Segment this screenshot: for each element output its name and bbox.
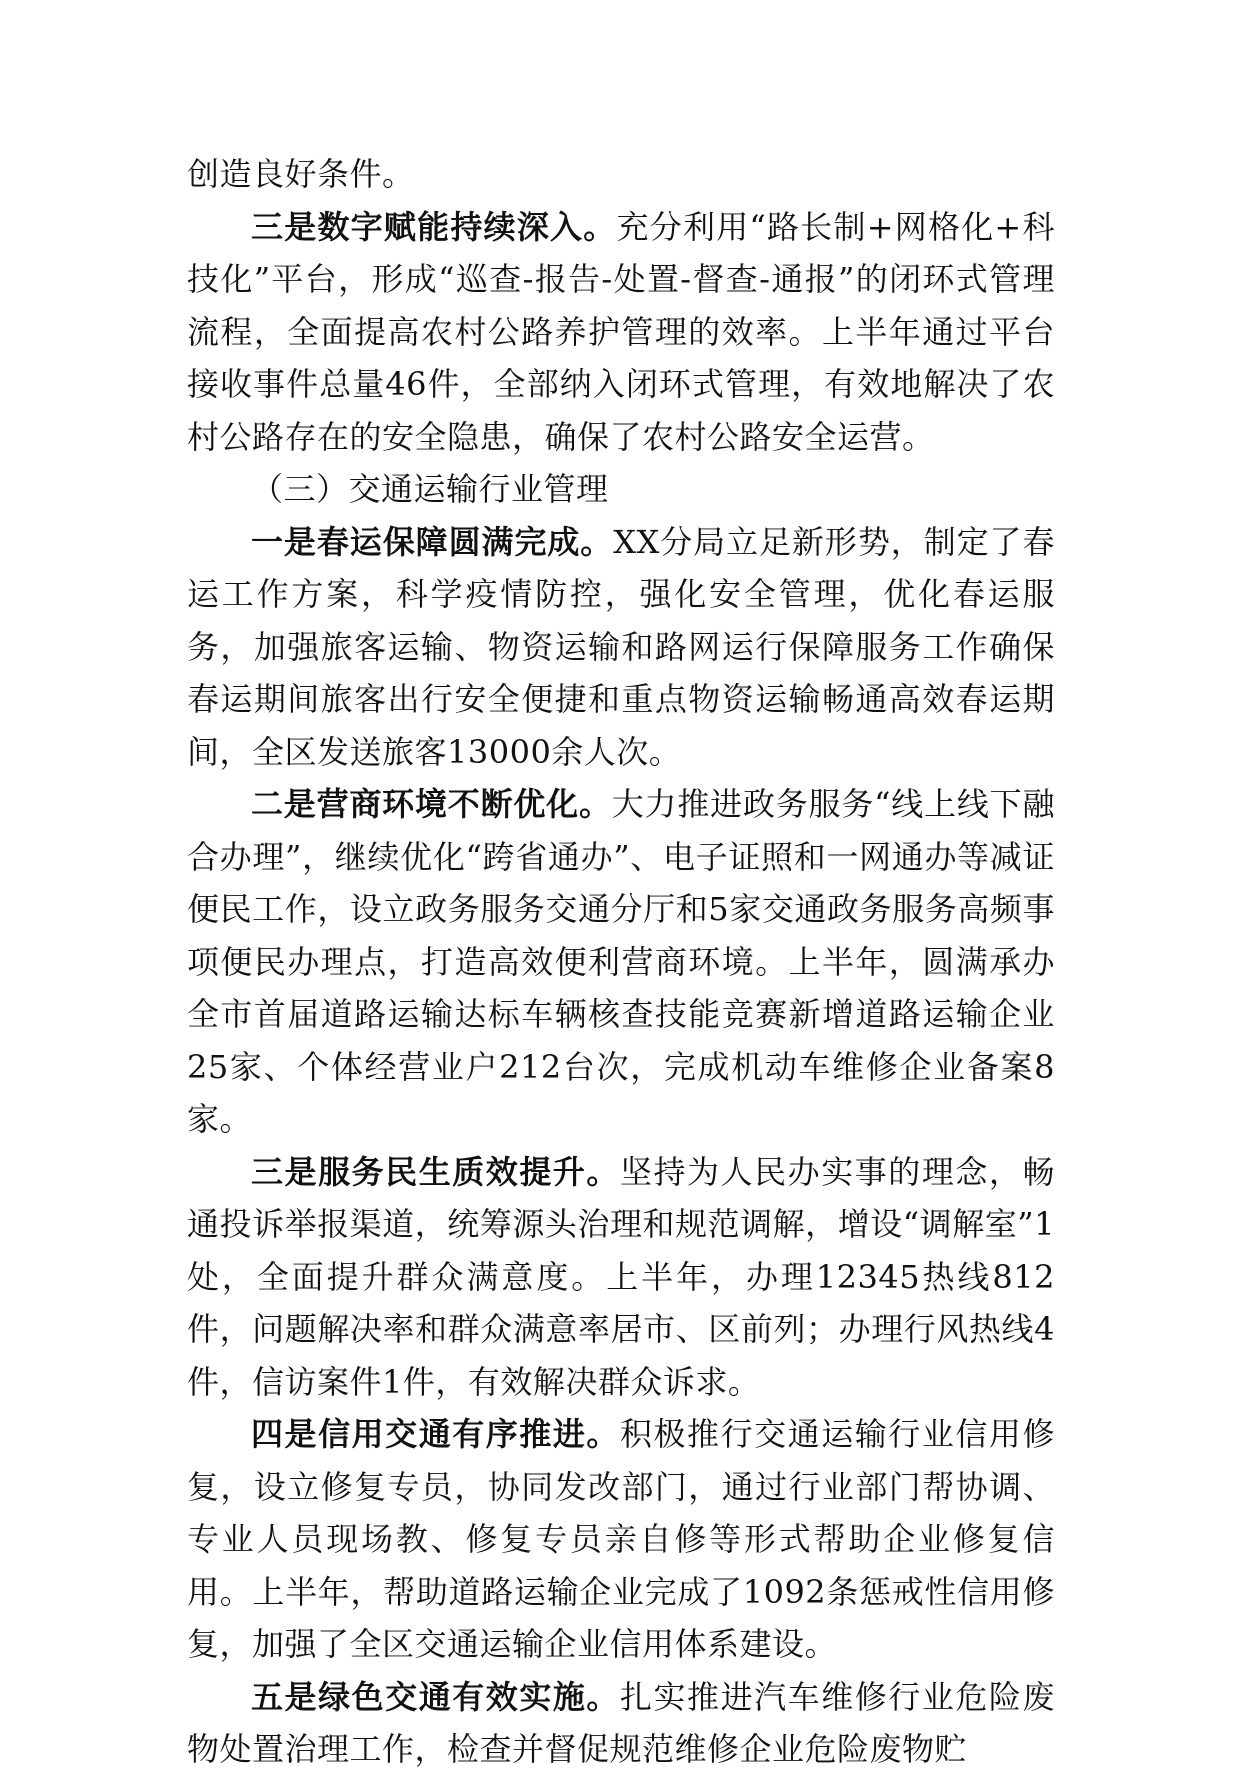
paragraph-digital-empowerment bbox=[187, 201, 1055, 464]
paragraph-body: 充分利用“路长制+网格化+科技化”平台，形成“巡查-报告-处置-督查-通报”的闭环式管理流程，全面提高农村公路养护管理的效率。上半年通过平台接收事件总量46件，全部纳入闭环式管理，有效地解决了农村公路存在的安全隐患，确保了农村公路安全运营。 bbox=[187, 207, 1055, 456]
paragraph-green-transport bbox=[187, 1671, 1055, 1776]
paragraph-body: 扎实推进汽车维修行业危险废物处置治理工作，检查并督促规范维修企业危险废物贮 bbox=[187, 1677, 1055, 1768]
paragraph-credit-transport bbox=[187, 1408, 1055, 1671]
paragraph-business-environment bbox=[187, 778, 1055, 1146]
paragraph-lead: 五是绿色交通有效实施。 bbox=[251, 1677, 620, 1716]
paragraph-body: 坚持为人民办实事的理念，畅通投诉举报渠道，统筹源头治理和规范调解，增设“调解室”1处，全面提升群众满意度。上半年，办理12345热线812件，问题解决率和群众满意率居市、区前列；办理行风热线4件，信访案件1件，有效解决群众诉求。 bbox=[187, 1152, 1055, 1401]
paragraph-body: 大力推进政务服务“线上线下融合办理”，继续优化“跨省通办”、电子证照和一网通办等减证便民工作，设立政务服务交通分厅和5家交通政务服务高频事项便民办理点，打造高效便利营商环境。上半年，圆满承办全市首届道路运输达标车辆核查技能竞赛新增道路运输企业25家、个体经营业户212台次，完成机动车维修企业备案8家。 bbox=[187, 785, 1055, 1138]
paragraph-public-service bbox=[187, 1146, 1055, 1409]
paragraph-spring-festival bbox=[187, 516, 1055, 779]
paragraph-body: 创造良好条件。 bbox=[187, 155, 415, 193]
paragraph-continuation bbox=[187, 148, 1055, 201]
section-heading: （三）交通运输行业管理 bbox=[251, 470, 609, 508]
paragraph-lead: 三是服务民生质效提升。 bbox=[251, 1152, 620, 1191]
paragraph-lead: 二是营商环境不断优化。 bbox=[251, 785, 612, 823]
document-body bbox=[187, 148, 1055, 1776]
paragraph-body: XX分局立足新形势，制定了春运工作方案，科学疫情防控，强化安全管理，优化春运服务，加强旅客运输、物资运输和路网运行保障服务工作确保春运期间旅客出行安全便捷和重点物资运输畅通高效春运期间，全区发送旅客13000余人次。 bbox=[187, 522, 1055, 771]
paragraph-lead: 一是春运保障圆满完成。 bbox=[251, 522, 614, 561]
paragraph-body: 积极推行交通运输行业信用修复，设立修复专员，协同发改部门，通过行业部门帮协调、专业人员现场教、修复专员亲自修等形式帮助企业修复信用。上半年，帮助道路运输企业完成了1092条惩戒性信用修复，加强了全区交通运输企业信用体系建设。 bbox=[187, 1415, 1055, 1663]
paragraph-lead: 三是数字赋能持续深入。 bbox=[251, 207, 617, 246]
paragraph-lead: 四是信用交通有序推进。 bbox=[251, 1415, 620, 1453]
